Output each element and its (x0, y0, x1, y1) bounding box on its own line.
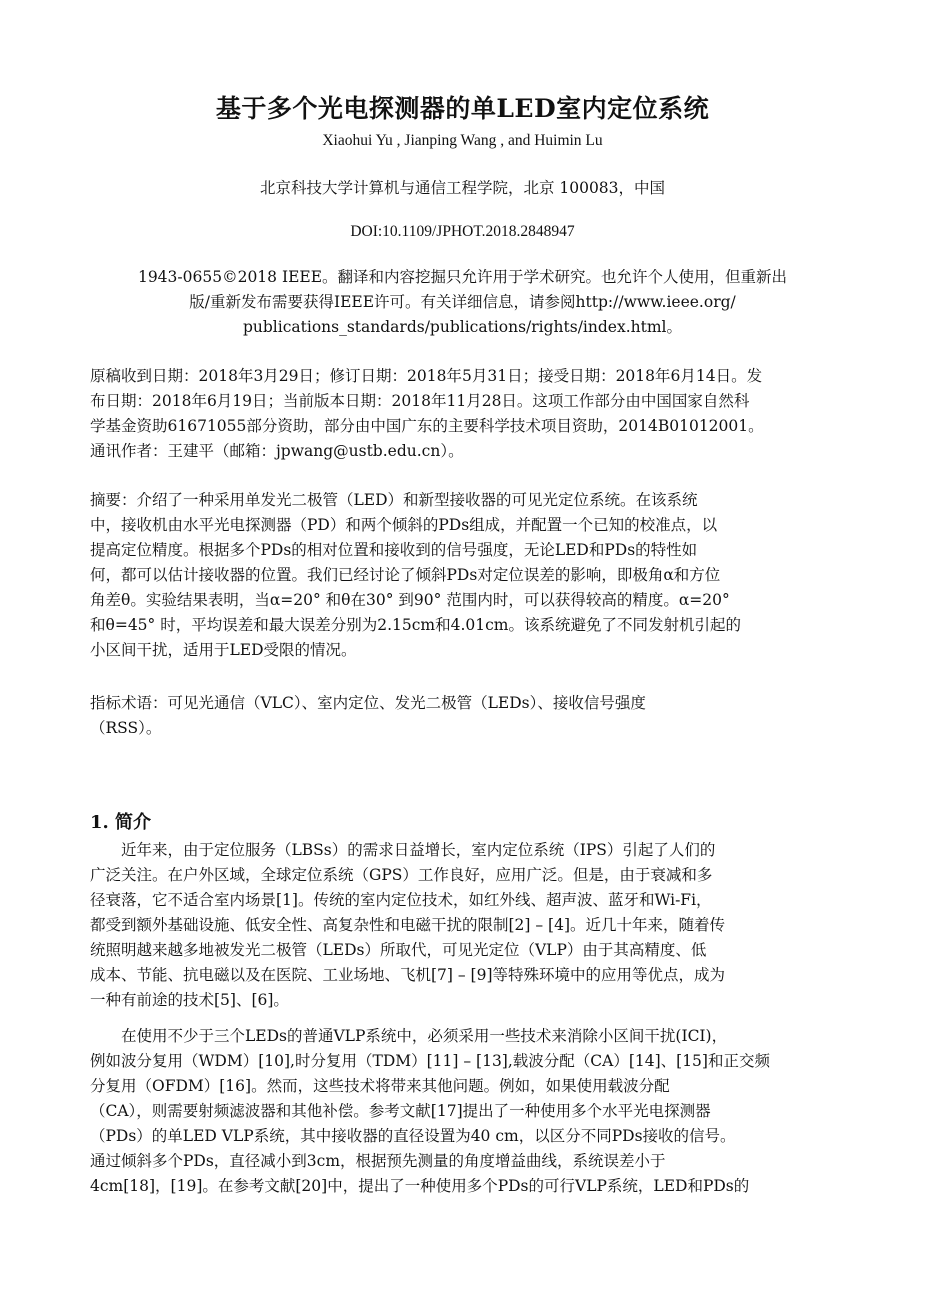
dates-line: 原稿收到日期：2018年3月29日；修订日期：2018年5月31日；接受日期：2018年6月14日。发 (90, 367, 763, 385)
affiliation: 北京科技大学计算机与通信工程学院，北京 100083，中国 (259, 179, 666, 197)
section-heading: 1. 简介 (90, 812, 152, 833)
intro-paragraph-2 (90, 1024, 838, 1199)
intro-line: 近年来，由于定位服务（LBSs）的需求日益增长，室内定位系统（IPS）引起了人们的 (121, 841, 716, 859)
paper-title: 基于多个光电探测器的单LED室内定位系统 (215, 94, 710, 123)
dates-line: 学基金资助61671055部分资助，部分由中国广东的主要科学技术项目资助，2014B01012001。 (90, 417, 764, 435)
copyright-line: 1943-0655©2018 IEEE。翻译和内容挖掘只允许用于学术研究。也允许个人使用，但重新出 (137, 268, 788, 286)
intro-line: （PDs）的单LED VLP系统，其中接收器的直径设置为40 cm，以区分不同PDs接收的信号。 (90, 1127, 736, 1145)
intro-line: 都受到额外基础设施、低安全性、高复杂性和电磁干扰的限制[2] – [4]。近几十年来，随着传 (90, 916, 726, 934)
intro-line: 广泛关注。在户外区域，全球定位系统（GPS）工作良好，应用广泛。但是，由于衰减和多 (90, 866, 713, 884)
intro-line: 通过倾斜多个PDs，直径减小到3cm，根据预先测量的角度增益曲线，系统误差小于 (90, 1152, 666, 1170)
abstract-line: 摘要：介绍了一种采用单发光二极管（LED）和新型接收器的可见光定位系统。在该系统 (90, 491, 698, 509)
copyright-line: 版/重新发布需要获得IEEE许可。有关详细信息，请参阅http://www.ieee.org/ (189, 293, 736, 311)
abstract-line: 何，都可以估计接收器的位置。我们已经讨论了倾斜PDs对定位误差的影响，即极角α和方位 (90, 566, 721, 584)
abstract-line: 小区间干扰，适用于LED受限的情况。 (90, 641, 357, 659)
intro-line: 成本、节能、抗电磁以及在医院、工业场地、飞机[7] – [9]等特殊环境中的应用等优点，成为 (90, 966, 726, 984)
abstract-line: 中，接收机由水平光电探测器（PD）和两个倾斜的PDs组成，并配置一个已知的校准点，以 (90, 516, 718, 534)
intro-line: 分复用（OFDM）[16]。然而，这些技术将带来其他问题。例如，如果使用载波分配 (90, 1077, 670, 1095)
intro-line: 统照明越来越多地被发光二极管（LEDs）所取代，可见光定位（VLP）由于其高精度、低 (90, 941, 707, 959)
abstract-line: 角差θ。实验结果表明，当α=20° 和θ在30° 到90° 范围内时，可以获得较高的精度。α=20° (90, 591, 730, 609)
intro-paragraph-1 (90, 838, 838, 1013)
abstract-line: 提高定位精度。根据多个PDs的相对位置和接收到的信号强度，无论LED和PDs的特性如 (90, 541, 698, 559)
submission-dates (90, 364, 838, 464)
keywords-line: 指标术语：可见光通信（VLC）、室内定位、发光二极管（LEDs）、接收信号强度 (90, 694, 646, 712)
intro-line: 一种有前途的技术[5]、[6]。 (90, 991, 289, 1009)
intro-line: （CA），则需要射频滤波器和其他补偿。参考文献[17]提出了一种使用多个水平光电探测器 (90, 1102, 711, 1120)
intro-line: 例如波分复用（WDM）[10],时分复用（TDM）[11] – [13],载波分配（CA）[14]、[15]和正交频 (90, 1052, 770, 1070)
intro-line: 径衰落，它不适合室内场景[1]。传统的室内定位技术，如红外线、超声波、蓝牙和Wi-Fi， (90, 891, 712, 909)
intro-line: 4cm[18]，[19]。在参考文献[20]中，提出了一种使用多个PDs的可行VLP系统，LED和PDs的 (90, 1177, 750, 1195)
dates-line: 布日期：2018年6月19日；当前版本日期：2018年11月28日。这项工作部分由中国国家自然科 (90, 392, 750, 410)
copyright-notice (90, 265, 835, 340)
index-terms (90, 691, 838, 741)
author-list: Xiaohui Yu , Jianping Wang , and Huimin Lu (322, 132, 603, 149)
dates-line: 通讯作者：王建平（邮箱：jpwang@ustb.edu.cn）。 (90, 442, 464, 460)
copyright-line: publications_standards/publications/rights/index.html。 (242, 318, 683, 336)
intro-line: 在使用不少于三个LEDs的普通VLP系统中，必须采用一些技术来消除小区间干扰(ICI)， (121, 1027, 728, 1045)
abstract-line: 和θ=45° 时，平均误差和最大误差分别为2.15cm和4.01cm。该系统避免了不同发射机引起的 (90, 616, 742, 634)
keywords-line: （RSS）。 (90, 719, 162, 737)
doi: DOI:10.1109/JPHOT.2018.2848947 (350, 223, 575, 240)
abstract (90, 488, 838, 663)
